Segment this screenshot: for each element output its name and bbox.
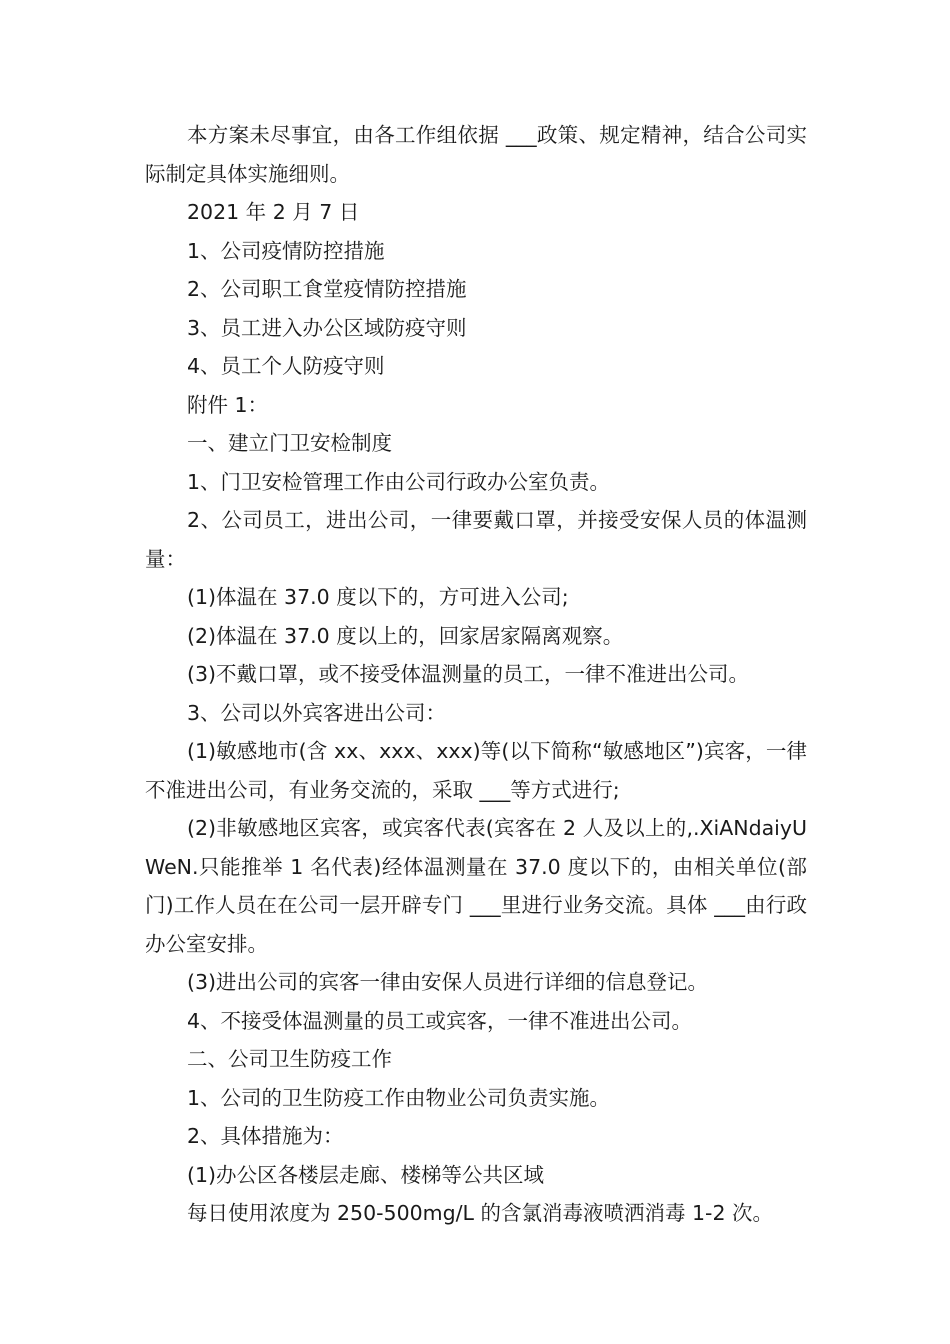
paragraph-date: 2021 年 2 月 7 日 — [187, 200, 360, 224]
paragraph-gate-item-1: 1、门卫安检管理工作由公司行政办公室负责。 — [187, 469, 611, 494]
paragraph-gate-item-4: 4、不接受体温测量的员工或宾客，一律不准进出公司。 — [187, 1008, 693, 1033]
paragraph-gate-item-2: 2、公司员工，进出公司，一律要戴口罩，并接受安保人员的体温测量： — [145, 508, 807, 571]
section-heading-gate-security: 一、建立门卫安检制度 — [187, 431, 392, 455]
paragraph-attachment-heading: 附件 1： — [187, 392, 269, 417]
paragraph-non-sensitive-guests: (2)非敏感地区宾客，或宾客代表(宾客在 2 人及以上的,.XiANdaiyUWeN.只能推举 1 名代表)经体温测量在 37.0 度以下的，由相关单位(部门)工作人员在在公司一层开辟专门 ___里进行业务交流。具体 ___由行政办公室安排。 — [145, 816, 807, 956]
paragraph-sensitive-areas: (1)敏感地市(含 xx、xxx、xxx)等(以下简称“敏感地区”)宾客，一律不准进出公司，有业务交流的，采取 ___等方式进行; — [145, 739, 807, 802]
paragraph-hygiene-item-1: 1、公司的卫生防疫工作由物业公司负责实施。 — [187, 1085, 611, 1110]
paragraph-public-areas: (1)办公区各楼层走廊、楼梯等公共区域 — [187, 1162, 545, 1187]
paragraph-attachment-list-3: 3、员工进入办公区域防疫守则 — [187, 315, 467, 340]
paragraph-attachment-list-1: 1、公司疫情防控措施 — [187, 238, 385, 263]
paragraph-guest-registration: (3)进出公司的宾客一律由安保人员进行详细的信息登记。 — [187, 970, 709, 994]
paragraph-temp-above: (2)体温在 37.0 度以上的，回家居家隔离观察。 — [187, 623, 624, 648]
section-heading-hygiene: 二、公司卫生防疫工作 — [187, 1047, 392, 1071]
paragraph-closing-note: 本方案未尽事宜，由各工作组依据 ___政策、规定精神，结合公司实际制定具体实施细则。 — [145, 123, 807, 186]
paragraph-disinfection: 每日使用浓度为 250-500mg/L 的含氯消毒液喷洒消毒 1-2 次。 — [187, 1201, 774, 1225]
paragraph-no-mask: (3)不戴口罩，或不接受体温测量的员工，一律不准进出公司。 — [187, 662, 750, 686]
paragraph-attachment-list-4: 4、员工个人防疫守则 — [187, 354, 385, 378]
paragraph-hygiene-item-2: 2、具体措施为： — [187, 1124, 344, 1148]
document-body — [145, 116, 807, 1233]
paragraph-gate-item-3: 3、公司以外宾客进出公司： — [187, 700, 447, 725]
paragraph-attachment-list-2: 2、公司职工食堂疫情防控措施 — [187, 277, 467, 301]
paragraph-temp-below: (1)体温在 37.0 度以下的，方可进入公司; — [187, 585, 569, 609]
